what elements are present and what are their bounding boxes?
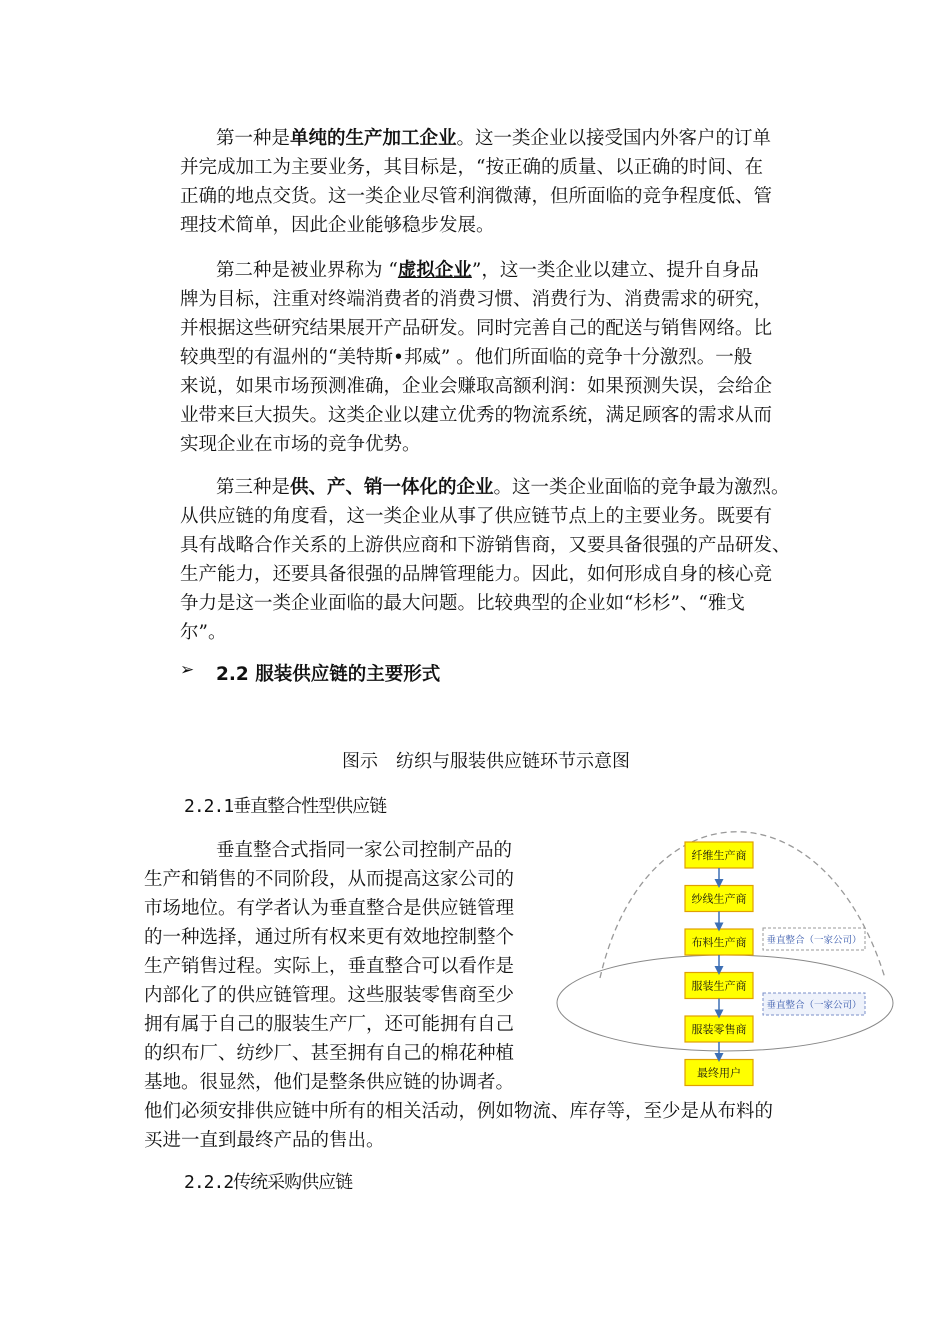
para2-line1 — [216, 256, 759, 285]
para4-line3: 市场地位。有学者认为垂直整合是供应链管理 — [144, 898, 515, 919]
para3-line1 — [216, 473, 790, 502]
para2-line6: 业带来巨大损失。这类企业以建立优秀的物流系统，满足顾客的需求从而 — [180, 405, 773, 426]
para4-line5: 生产销售过程。实际上，垂直整合可以看作是 — [144, 956, 515, 977]
para4-line8: 的织布厂、纺纱厂、甚至拥有自己的棉花种植 — [144, 1043, 515, 1064]
integration-label-lower: 垂直整合（一家公司） — [766, 1000, 862, 1011]
para3-line1-end: 。这一类企业面临的竞争最为激烈。 — [493, 477, 790, 498]
para1-line3: 正确的地点交货。这一类企业尽管利润微薄，但所面临的竞争程度低、管 — [180, 186, 773, 207]
para2-line2: 牌为目标，注重对终端消费者的消费习惯、消费行为、消费需求的研究， — [180, 289, 773, 310]
diagram-node-label: 纤维生产商 — [691, 849, 747, 862]
para2-line1-end: ”，这一类企业以建立、提升自身品 — [471, 260, 759, 281]
para1-emphasis: 单纯的生产加工企业 — [290, 128, 457, 149]
para4-line2: 生产和销售的不同阶段，从而提高这家公司的 — [144, 869, 515, 890]
para3-line4: 生产能力，还要具备很强的品牌管理能力。因此，如何形成自身的核心竞 — [180, 564, 773, 585]
para4-line4: 的一种选择，通过所有权来更有效地控制整个 — [144, 927, 515, 948]
para4-line10: 他们必须安排供应链中所有的相关活动，例如物流、库存等，至少是从布料的 — [144, 1101, 774, 1122]
para3-line6: 尔”。 — [180, 622, 227, 643]
para1-line1-start: 第一种是 — [216, 128, 291, 149]
para4-line7: 拥有属于自己的服装生产厂，还可能拥有自己 — [144, 1014, 515, 1035]
bullet-arrow-icon: ➢ — [180, 660, 195, 680]
para4-line9: 基地。很显然，他们是整条供应链的协调者。 — [144, 1072, 515, 1093]
diagram-node-label: 最终用户 — [697, 1066, 741, 1080]
para4-line1: 垂直整合式指同一家公司控制产品的 — [216, 840, 513, 861]
para1-line4: 理技术简单，因此企业能够稳步发展。 — [180, 215, 495, 236]
para3-line2: 从供应链的角度看，这一类企业从事了供应链节点上的主要业务。既要有 — [180, 506, 773, 527]
para2-line4: 较典型的有温州的“美特斯•邦威” 。他们所面临的竞争十分激烈。一般 — [180, 347, 753, 368]
para2-line1-start: 第二种是被业界称为 “ — [216, 260, 398, 281]
para2-line7: 实现企业在市场的竞争优势。 — [180, 434, 421, 455]
subsection-heading-2-2-1: 2.2.1垂直整合性型供应链 — [184, 796, 387, 817]
subsection-heading-2-2-2: 2.2.2传统采购供应链 — [184, 1172, 353, 1193]
figure-caption: 图示 纺织与服装供应链环节示意图 — [342, 751, 630, 772]
para2-line5: 来说，如果市场预测准确，企业会赚取高额利润：如果预测失误，会给企 — [180, 376, 773, 397]
para3-emphasis: 供、产、销一体化的企业 — [290, 477, 494, 498]
section-heading-2-2: 2.2 服装供应链的主要形式 — [216, 664, 441, 685]
para3-line1-start: 第三种是 — [216, 477, 291, 498]
para4-line6: 内部化了的供应链管理。这些服装零售商至少 — [144, 985, 515, 1006]
para1-line1-end: 。这一类企业以接受国内外客户的订单 — [456, 128, 772, 149]
diagram-node-label: 纱线生产商 — [691, 892, 747, 906]
para2-line3: 并根据这些研究结果展开产品研发。同时完善自己的配送与销售网络。比 — [180, 318, 773, 339]
diagram-node-label: 服装生产商 — [691, 979, 747, 993]
para3-line3: 具有战略合作关系的上游供应商和下游销售商，又要具备很强的产品研发、 — [180, 535, 791, 556]
integration-label-upper: 垂直整合（一家公司） — [766, 935, 862, 946]
para3-line5: 争力是这一类企业面临的最大问题。比较典型的企业如“杉杉”、“雅戈 — [180, 593, 745, 614]
diagram-node-label: 布料生产商 — [691, 936, 747, 949]
para1-line2: 并完成加工为主要业务，其目标是，“按正确的质量、以正确的时间、在 — [180, 157, 763, 178]
supply-chain-diagram — [555, 813, 895, 1093]
para2-emphasis: 虚拟企业 — [397, 260, 472, 281]
para1-line1 — [216, 124, 771, 153]
diagram-node-label: 服装零售商 — [691, 1023, 747, 1036]
para4-line11: 买进一直到最终产品的售出。 — [144, 1130, 385, 1151]
